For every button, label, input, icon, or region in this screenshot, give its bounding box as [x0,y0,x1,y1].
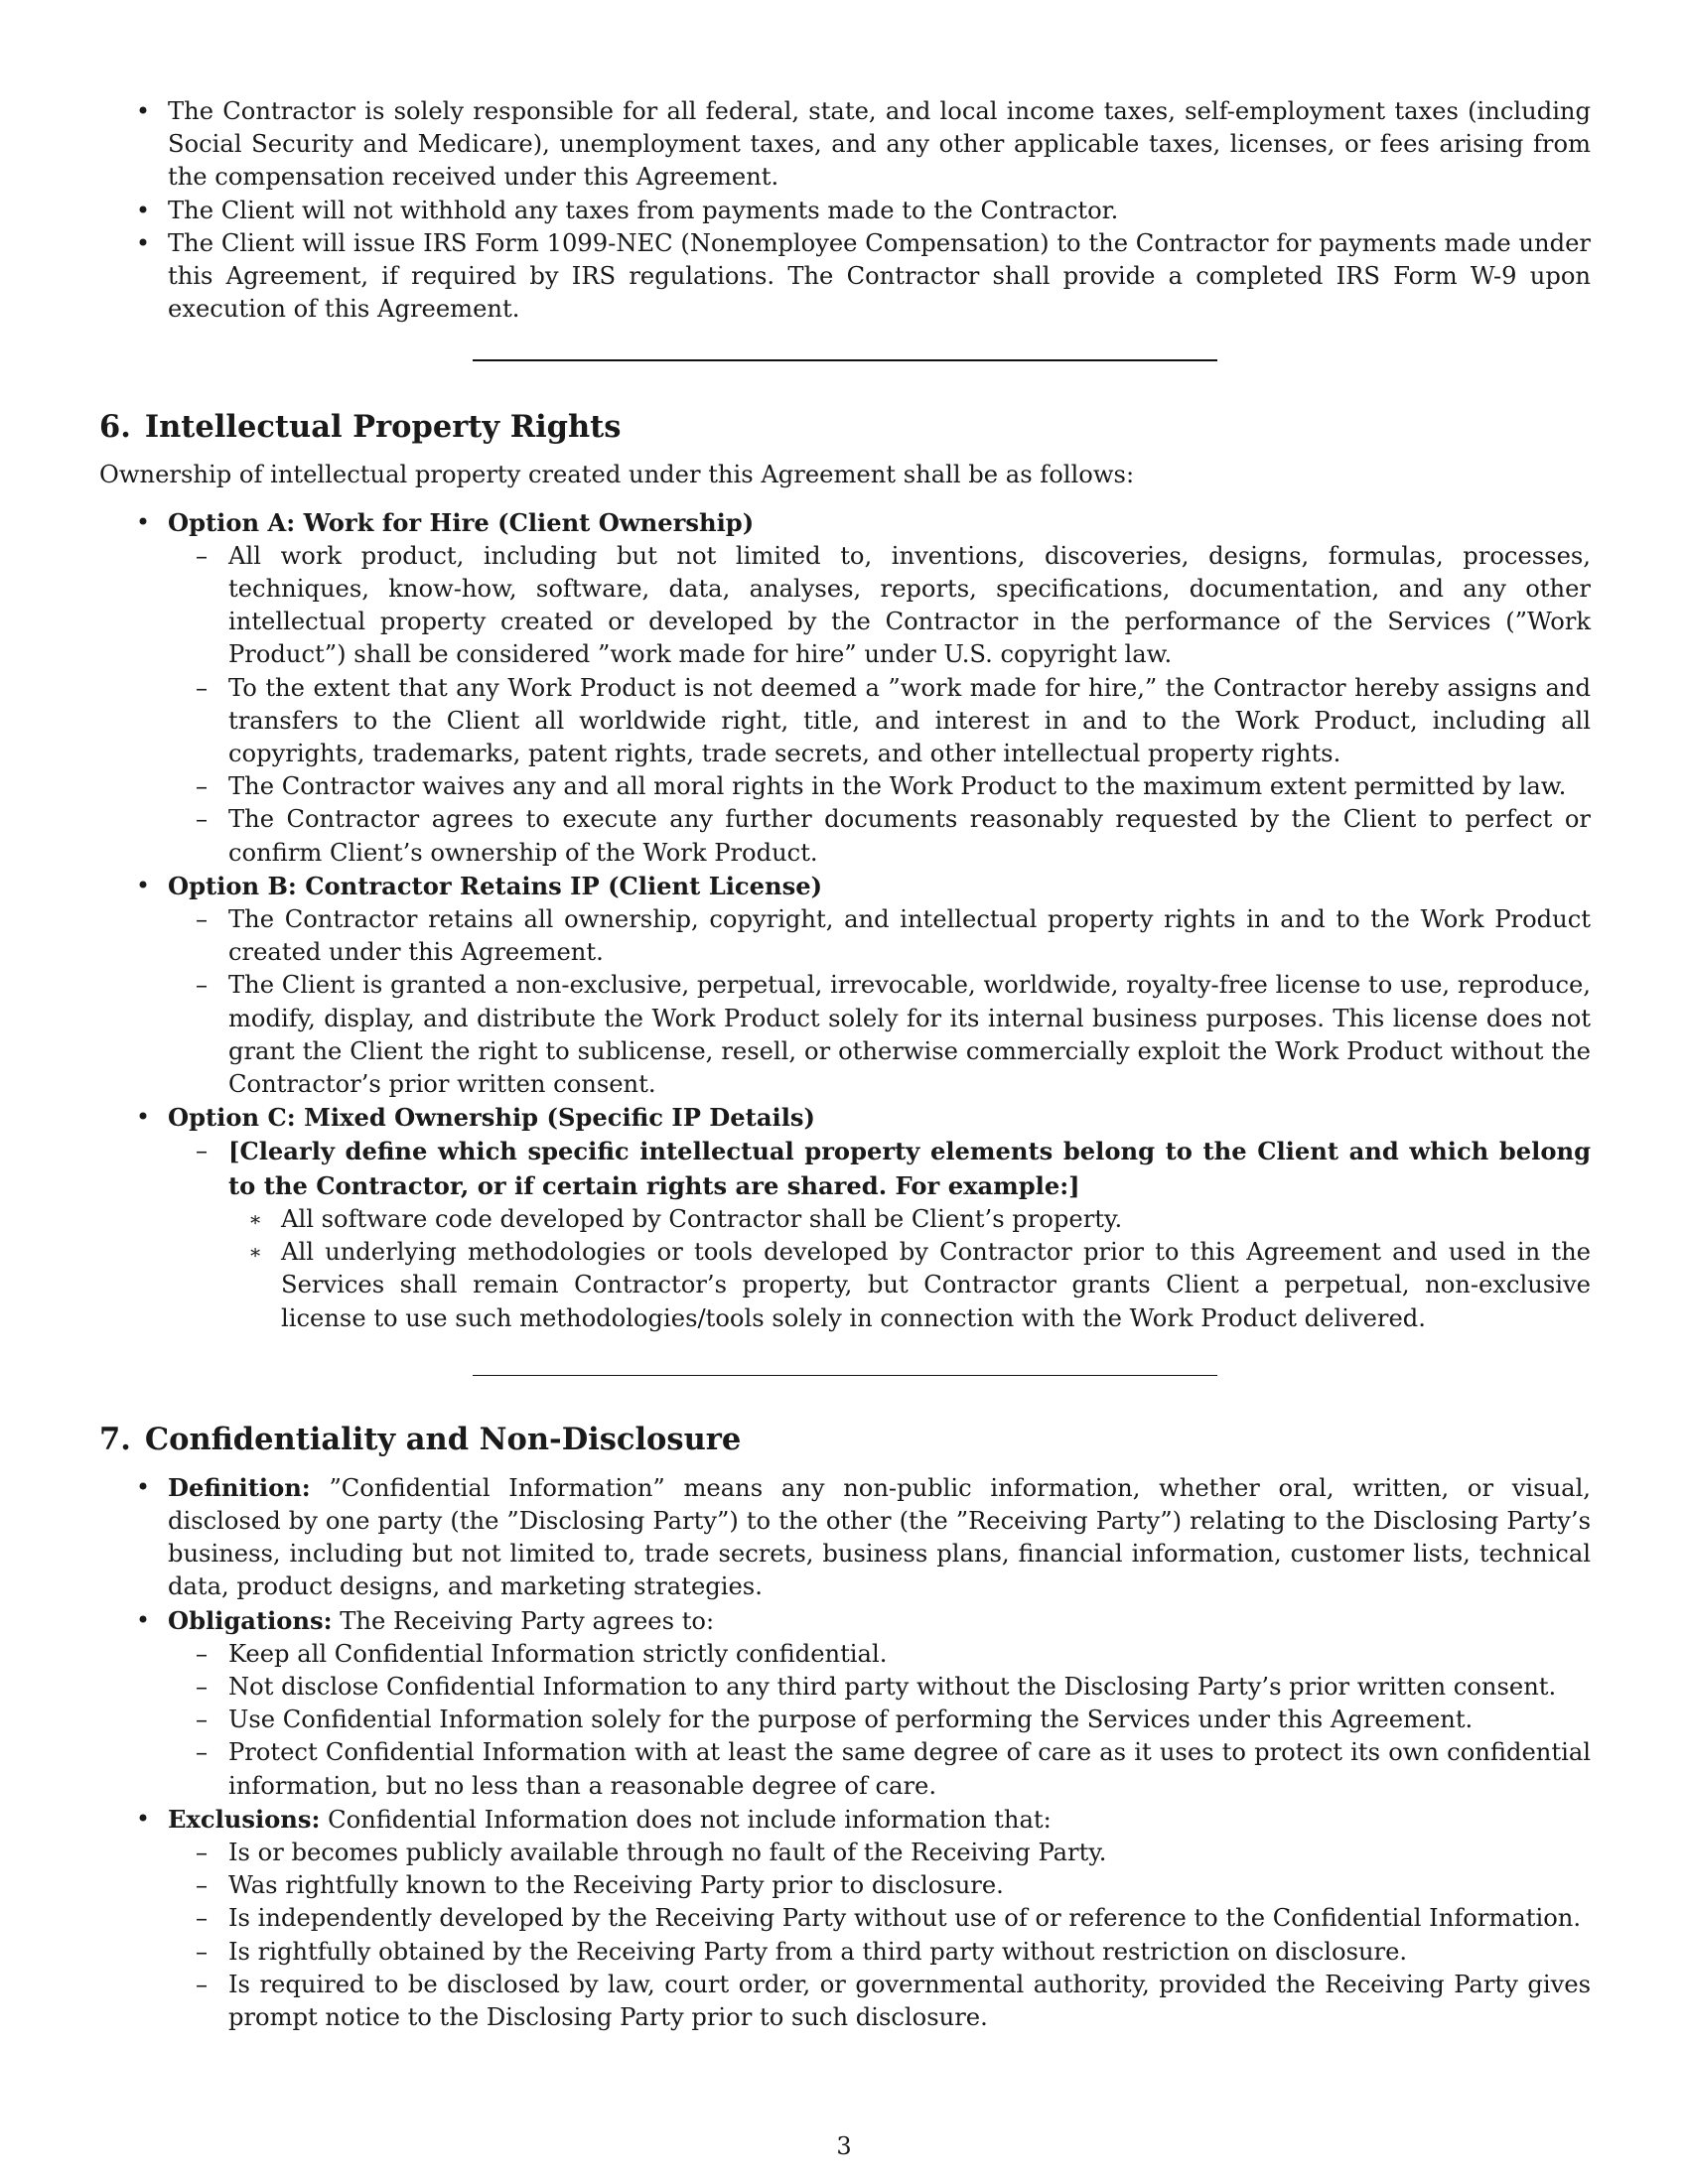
list-item: – To the extent that any Work Product is not deemed a ”work made for hire,” the Contractor hereby assigns and transfers to the Client all worldwide right, title, and interest in and to the Work Product, including all copyrights, trademarks, patent rights, trade secrets, and other intellectual property rights. [168,672,1591,771]
option-a [99,506,1591,870]
exclusions-list [168,1837,1591,2034]
option-heading: Option B: Contractor Retains IP (Client License) [168,871,823,900]
confidentiality-list [99,1471,1591,2034]
option-heading: Option A: Work for Hire (Client Ownership) [168,507,755,537]
definition-item: • Definition: ”Confidential Information” means any non-public information, whether oral, written, or visual, disclosed by one party (the ”Disclosing Party”) to the other (the ”Receiving Party”) relating to the Disclosing Party’s business, including but not limited to, trade secrets, business plans, financial information, customer lists, technical data, product designs, and marketing strategies. [99,1471,1591,1604]
obligations-item: • Obligations: The Receiving Party agrees to: – Keep all Confidential Information strictly confidential. – Not disclose Confidential Information to any third party without the Disclosing Party’s prior written consent. – Use Confidential Information solely for the purpose of performing the Services under this Agreement. – Protect Confidential Information with at least the same degree of care as it uses to protect its own confidential information, but no less than a reasonable degree of care. [99,1604,1591,1803]
dash-marker: – [195,1672,209,1701]
option-heading: Option C: Mixed Ownership (Specific IP Details) [168,1103,815,1133]
dash-marker: – [195,1738,209,1767]
asterisk-marker: ∗ [248,1206,262,1231]
dash-marker: – [195,1937,209,1966]
bullet-marker: • [135,1472,151,1501]
list-item: – The Contractor agrees to execute any further documents reasonably requested by the Client to perfect or confirm Client’s ownership of the Work Product. [168,803,1591,869]
bullet-marker: • [135,228,151,257]
bullet-marker: • [135,507,151,536]
bullet-marker: • [135,1103,151,1132]
dash-marker: – [195,1970,209,1998]
list-item: ∗ All underlying methodologies or tools developed by Contractor prior to this Agreement and used in the Services shall remain Contractor’s property, but Contractor grants Client a perpetual, non-exclusive license to use such methodologies/tools solely in connection with the Work Product delivered. [228,1236,1591,1335]
list-item: – All work product, including but not limited to, inventions, discoveries, designs, formulas, processes, techniques, know-how, software, data, analyses, reports, specifications, documentation, and any other intellectual property created or developed by the Contractor in the performance of the Services (”Work Product”) shall be considered ”work made for hire” under U.S. copyright law. [168,540,1591,672]
section-divider [473,1375,1217,1376]
dash-marker: – [195,1904,209,1933]
section-divider [473,359,1217,361]
list-item: – Use Confidential Information solely for the purpose of performing the Services under this Agreement. [168,1704,1591,1736]
dash-marker: – [195,1838,209,1866]
obligations-list [168,1638,1591,1803]
list-item: – The Client is granted a non-exclusive, perpetual, irrevocable, worldwide, royalty-free license to use, reproduce, modify, display, and distribute the Work Product solely for its internal business purposes. This license does not grant the Client the right to sublicense, resell, or otherwise commercially exploit the Work Product without the Contractor’s prior written consent. [168,969,1591,1101]
list-item: – Was rightfully known to the Receiving Party prior to disclosure. [168,1869,1591,1902]
list-item: – Is rightfully obtained by the Receiving Party from a third party without restriction on disclosure. [168,1936,1591,1969]
option-c [99,1101,1591,1334]
dash-marker: – [195,673,209,702]
dash-marker: – [195,1706,209,1734]
dash-marker: – [195,1137,209,1165]
list-item: – The Contractor waives any and all moral rights in the Work Product to the maximum extent permitted by law. [168,770,1591,803]
ip-options-list [99,506,1591,1335]
dash-marker: – [195,805,209,834]
list-item: – Is independently developed by the Receiving Party without use of or reference to the Confidential Information. [168,1902,1591,1935]
option-c-list [168,1135,1591,1334]
section-heading-6: 6. Intellectual Property Rights [99,409,622,446]
list-item [168,1135,1591,1334]
list-item: – Is required to be disclosed by law, court order, or governmental authority, provided the Receiving Party gives prompt notice to the Disclosing Party prior to such disclosure. [168,1969,1591,2034]
list-item: • The Contractor is solely responsible for all federal, state, and local income taxes, self-employment taxes (including Social Security and Medicare), unemployment taxes, and any other applicable taxes, licenses, or fees arising from the compensation received under this Agreement. [99,95,1591,195]
placeholder-instruction: [Clearly define which specific intellectual property elements belong to the Client and which belong to the Contractor, or if certain rights are shared. For example:] [228,1137,1591,1200]
bullet-marker: • [135,871,151,899]
list-item: • The Client will issue IRS Form 1099-NEC (Nonemployee Compensation) to the Contractor for payments made under this Agreement, if required by IRS regulations. The Contractor shall provide a completed IRS Form W-9 upon execution of this Agreement. [99,227,1591,327]
dash-marker: – [195,1871,209,1900]
obligations-label: Obligations: [168,1605,333,1635]
exclusions-item: • Exclusions: Confidential Information does not include information that: – Is or becomes publicly available through no fault of the Receiving Party. – Was rightfully known to the Receiving Party prior to disclosure. – Is independently developed by the Receiving Party without use of or reference to the Confidential Information. – Is rightfully obtained by the Receiving Party from a third party without restriction on disclosure. – Is required to be disclosed by law, court order, or governmental authority, provided the Receiving Party gives prompt notice to the Disclosing Party prior to such disclosure. [99,1803,1591,2034]
dash-marker: – [195,905,209,934]
page-number: 3 [836,2132,852,2160]
tax-list [99,95,1591,326]
dash-marker: – [195,541,209,570]
option-c-examples [228,1203,1591,1335]
list-item: – Keep all Confidential Information strictly confidential. [168,1638,1591,1671]
list-item: – Protect Confidential Information with at least the same degree of care as it uses to protect its own confidential information, but no less than a reasonable degree of care. [168,1736,1591,1802]
list-item: – Not disclose Confidential Information to any third party without the Disclosing Party’s prior written consent. [168,1671,1591,1704]
bullet-marker: • [135,196,151,224]
list-item: • The Client will not withhold any taxes from payments made to the Contractor. [99,195,1591,227]
option-b-list [168,903,1591,1101]
option-b [99,870,1591,1101]
section-heading-7: 7. Confidentiality and Non-Disclosure [99,1421,742,1457]
dash-marker: – [195,971,209,1000]
definition-label: Definition: [168,1472,311,1502]
list-item: ∗ All software code developed by Contractor shall be Client’s property. [228,1203,1591,1236]
dash-marker: – [195,1639,209,1668]
exclusions-label: Exclusions: [168,1804,321,1834]
list-item: – Is or becomes publicly available through no fault of the Receiving Party. [168,1837,1591,1869]
list-item: – The Contractor retains all ownership, copyright, and intellectual property rights in and to the Work Product created under this Agreement. [168,903,1591,969]
bullet-marker: • [135,1605,151,1634]
document-page [99,95,1591,2034]
dash-marker: – [195,772,209,801]
asterisk-marker: ∗ [248,1240,262,1265]
option-a-list [168,540,1591,870]
bullet-marker: • [135,1804,151,1833]
bullet-marker: • [135,97,151,125]
section-intro: Ownership of intellectual property created under this Agreement shall be as follows: [99,461,1135,489]
